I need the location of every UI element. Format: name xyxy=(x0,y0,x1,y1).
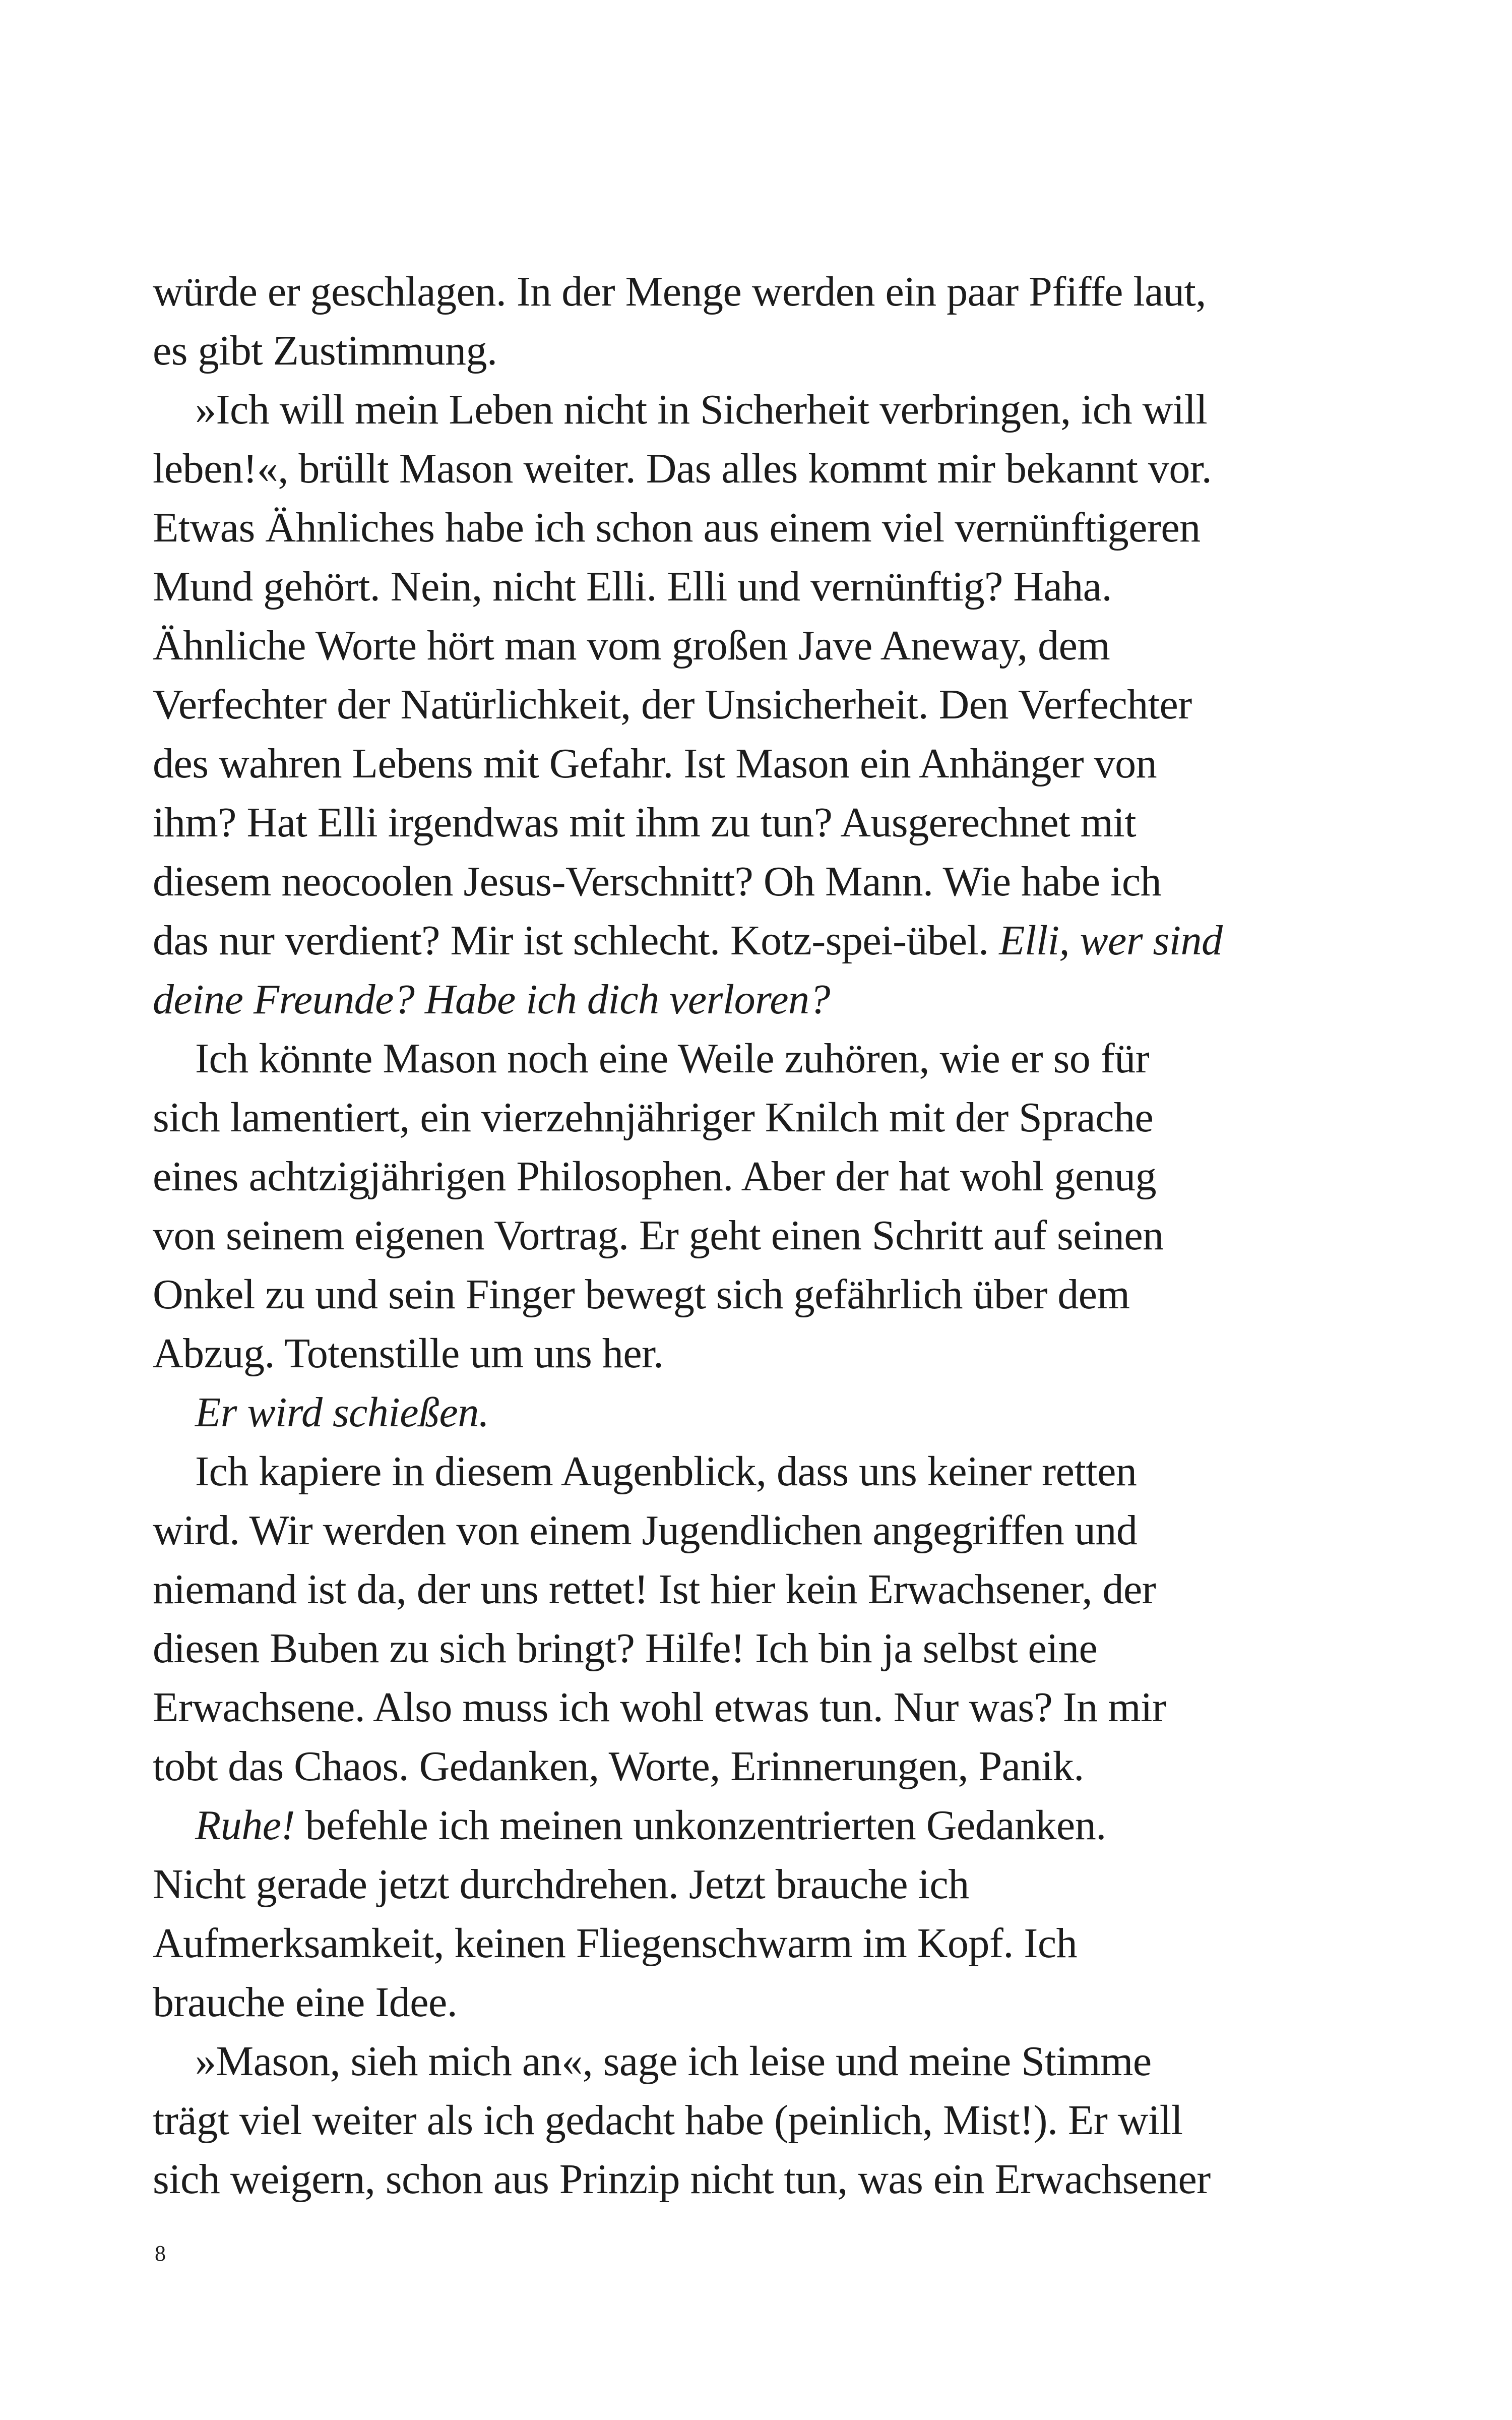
text-line xyxy=(153,321,1282,380)
paragraph-start-line xyxy=(153,1029,1282,1088)
italic-span: Elli, wer sind xyxy=(999,917,1223,964)
text-line xyxy=(153,2091,1282,2150)
text-line xyxy=(153,498,1282,557)
paragraph-start-line xyxy=(153,2032,1282,2091)
text-line xyxy=(153,1678,1282,1737)
text-span: Onkel zu und sein Finger bewegt sich gefährlich über dem xyxy=(153,1271,1130,1318)
text-span: von seinem eigenen Vortrag. Er geht einen Schritt auf seinen xyxy=(153,1212,1164,1259)
text-span: des wahren Lebens mit Gefahr. Ist Mason ein Anhänger von xyxy=(153,740,1157,787)
text-line xyxy=(153,734,1282,793)
text-span: Erwachsene. Also muss ich wohl etwas tun. Nur was? In mir xyxy=(153,1684,1166,1731)
text-span: leben!«, brüllt Mason weiter. Das alles kommt mir bekannt vor. xyxy=(153,445,1212,492)
paragraph-start-line xyxy=(153,1442,1282,1501)
text-span: ihm? Hat Elli irgendwas mit ihm zu tun? Ausgerechnet mit xyxy=(153,799,1137,846)
text-line xyxy=(153,1973,1282,2032)
italic-span: deine Freunde? Habe ich dich verloren? xyxy=(153,976,830,1023)
text-span: Mund gehört. Nein, nicht Elli. Elli und vernünftig? Haha. xyxy=(153,563,1112,610)
paragraph-start-line xyxy=(153,1383,1282,1442)
text-span: Ich kapiere in diesem Augenblick, dass uns keiner retten xyxy=(195,1448,1137,1495)
text-span: trägt viel weiter als ich gedacht habe (peinlich, Mist!). Er will xyxy=(153,2097,1183,2144)
text-line xyxy=(153,616,1282,675)
text-span: eines achtzigjährigen Philosophen. Aber der hat wohl genug xyxy=(153,1153,1157,1200)
text-span: diesen Buben zu sich bringt? Hilfe! Ich bin ja selbst eine xyxy=(153,1625,1098,1672)
text-line xyxy=(153,439,1282,498)
text-line xyxy=(153,1206,1282,1265)
text-line xyxy=(153,1855,1282,1914)
text-line xyxy=(153,1088,1282,1147)
text-span: Ähnliche Worte hört man vom großen Jave Aneway, dem xyxy=(153,622,1110,669)
text-span: diesem neocoolen Jesus-Verschnitt? Oh Mann. Wie habe ich xyxy=(153,858,1162,905)
text-span: es gibt Zustimmung. xyxy=(153,327,497,374)
text-line xyxy=(153,1501,1282,1560)
text-line xyxy=(153,1147,1282,1206)
text-line xyxy=(153,1265,1282,1324)
text-span: Abzug. Totenstille um uns her. xyxy=(153,1330,664,1377)
paragraph-start-line xyxy=(153,1796,1282,1855)
text-span: Verfechter der Natürlichkeit, der Unsicherheit. Den Verfechter xyxy=(153,681,1192,728)
paragraph-start-line xyxy=(153,380,1282,439)
text-line xyxy=(153,1619,1282,1678)
text-span: Etwas Ähnliches habe ich schon aus einem viel vernünftigeren xyxy=(153,504,1201,551)
text-line xyxy=(153,262,1282,321)
body-text xyxy=(153,262,1282,2209)
text-span: würde er geschlagen. In der Menge werden ein paar Pfiffe laut, xyxy=(153,268,1206,315)
text-line xyxy=(153,970,1282,1029)
text-span: sich weigern, schon aus Prinzip nicht tun, was ein Erwachsener xyxy=(153,2156,1211,2203)
text-span: sich lamentiert, ein vierzehnjähriger Knilch mit der Sprache xyxy=(153,1094,1154,1141)
text-span: wird. Wir werden von einem Jugendlichen angegriffen und xyxy=(153,1507,1138,1554)
text-line xyxy=(153,1324,1282,1383)
text-line xyxy=(153,1737,1282,1796)
text-line xyxy=(153,852,1282,911)
text-line xyxy=(153,675,1282,734)
text-span: brauche eine Idee. xyxy=(153,1979,458,2026)
text-span: Ich könnte Mason noch eine Weile zuhören, wie er so für xyxy=(195,1035,1150,1082)
text-span: Aufmerksamkeit, keinen Fliegenschwarm im Kopf. Ich xyxy=(153,1920,1078,1967)
text-line xyxy=(153,557,1282,616)
text-span: tobt das Chaos. Gedanken, Worte, Erinnerungen, Panik. xyxy=(153,1743,1084,1790)
italic-span: Ruhe! xyxy=(195,1802,295,1849)
text-span: Nicht gerade jetzt durchdrehen. Jetzt brauche ich xyxy=(153,1861,969,1908)
text-line xyxy=(153,1560,1282,1619)
text-line xyxy=(153,911,1282,970)
text-line xyxy=(153,1914,1282,1973)
text-span: »Ich will mein Leben nicht in Sicherheit verbringen, ich will xyxy=(195,386,1208,433)
text-span: niemand ist da, der uns rettet! Ist hier kein Erwachsener, der xyxy=(153,1566,1156,1613)
text-span: befehle ich meinen unkonzentrierten Gedanken. xyxy=(295,1802,1106,1849)
page-number: 8 xyxy=(155,2241,166,2266)
text-line xyxy=(153,2150,1282,2209)
text-line xyxy=(153,793,1282,852)
text-span: »Mason, sieh mich an«, sage ich leise und meine Stimme xyxy=(195,2038,1152,2085)
italic-span: Er wird schießen. xyxy=(195,1389,489,1436)
text-span: das nur verdient? Mir ist schlecht. Kotz-spei-übel. xyxy=(153,917,999,964)
